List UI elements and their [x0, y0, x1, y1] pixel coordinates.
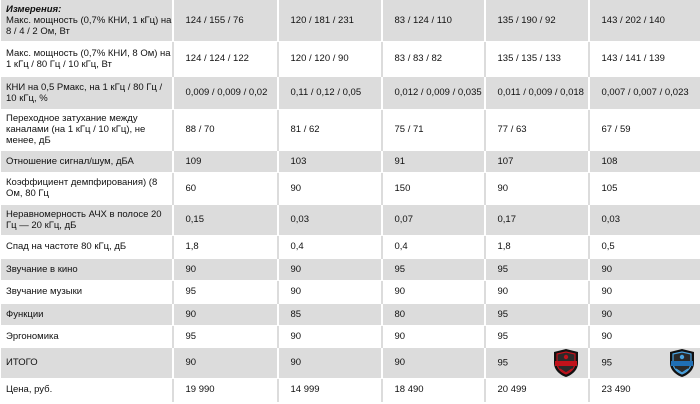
value-cell: 80	[382, 303, 485, 325]
value-cell: 0,03	[589, 204, 700, 235]
value-cell: 90	[589, 303, 700, 325]
row-label-text: Макс. мощность (0,7% КНИ, 1 кГц) на 8 / 4 / 2 Ом, Вт	[6, 14, 172, 37]
value-cell: 0,011 / 0,009 / 0,018	[485, 76, 589, 109]
table-row	[1, 303, 700, 325]
value-cell: 0,15	[173, 204, 278, 235]
value-cell: 0,4	[382, 235, 485, 258]
value-cell: 95	[173, 325, 278, 347]
table-row	[1, 378, 700, 401]
table-row	[1, 347, 700, 378]
value-cell: 1,8	[485, 235, 589, 258]
row-label: Коэффициент демпфирования) (8 Ом, 80 Гц	[1, 172, 173, 204]
row-label	[1, 0, 173, 41]
row-label: Звучание музыки	[1, 280, 173, 303]
value-cell: 90	[278, 325, 382, 347]
award-badge-blue-icon	[667, 348, 697, 378]
table-row	[1, 0, 700, 41]
value-cell: 0,012 / 0,009 / 0,035	[382, 76, 485, 109]
value-cell: 124 / 155 / 76	[173, 0, 278, 41]
value-cell: 143 / 141 / 139	[589, 41, 700, 76]
table-row	[1, 150, 700, 172]
table-row	[1, 76, 700, 109]
value-cell: 90	[589, 258, 700, 280]
value-cell: 95	[485, 303, 589, 325]
value-cell: 0,11 / 0,12 / 0,05	[278, 76, 382, 109]
value-cell: 95	[382, 258, 485, 280]
row-label: Цена, руб.	[1, 378, 173, 401]
award-badge-red-icon	[551, 348, 581, 378]
value-cell: 90	[173, 303, 278, 325]
value-cell: 90	[589, 325, 700, 347]
table-row	[1, 41, 700, 76]
value-text: 95	[497, 357, 509, 369]
value-cell: 90	[382, 325, 485, 347]
table-row	[1, 235, 700, 258]
value-cell: 0,009 / 0,009 / 0,02	[173, 76, 278, 109]
value-cell: 90	[589, 280, 700, 303]
row-label: Звучание в кино	[1, 258, 173, 280]
value-text: 95	[601, 357, 613, 369]
value-cell: 135 / 190 / 92	[485, 0, 589, 41]
value-cell: 0,5	[589, 235, 700, 258]
value-cell: 103	[278, 150, 382, 172]
value-cell: 75 / 71	[382, 109, 485, 150]
value-cell: 90	[173, 347, 278, 378]
value-cell: 124 / 124 / 122	[173, 41, 278, 76]
row-label: Макс. мощность (0,7% КНИ, 8 Ом) на 1 кГц / 80 Гц / 10 кГц, Вт	[1, 41, 173, 76]
row-label: Переходное затухание между каналами (на 1 кГц / 10 кГц), не менее, дБ	[1, 109, 173, 150]
value-cell: 90	[278, 258, 382, 280]
value-cell: 95	[485, 325, 589, 347]
value-cell	[485, 347, 589, 378]
value-cell: 90	[278, 347, 382, 378]
value-cell: 90	[278, 280, 382, 303]
table-row	[1, 172, 700, 204]
value-cell: 88 / 70	[173, 109, 278, 150]
value-cell: 90	[382, 347, 485, 378]
row-label: Отношение сигнал/шум, дБА	[1, 150, 173, 172]
row-label: Спад на частоте 80 кГц, дБ	[1, 235, 173, 258]
value-cell: 77 / 63	[485, 109, 589, 150]
row-label: КНИ на 0,5 Рмакс, на 1 кГц / 80 Гц / 10 кГц, %	[1, 76, 173, 109]
row-label: ИТОГО	[1, 347, 173, 378]
value-cell: 83 / 124 / 110	[382, 0, 485, 41]
table-row	[1, 258, 700, 280]
value-cell: 90	[382, 280, 485, 303]
value-cell: 108	[589, 150, 700, 172]
table-row	[1, 109, 700, 150]
row-label: Функции	[1, 303, 173, 325]
price-cell: 14 999	[278, 378, 382, 401]
price-cell: 20 499	[485, 378, 589, 401]
value-cell: 105	[589, 172, 700, 204]
measurements-header: Измерения:	[6, 3, 62, 15]
value-cell: 90	[485, 280, 589, 303]
value-cell: 90	[278, 172, 382, 204]
value-cell	[589, 347, 700, 378]
table-row	[1, 325, 700, 347]
value-cell: 90	[485, 172, 589, 204]
value-cell: 0,007 / 0,007 / 0,023	[589, 76, 700, 109]
value-cell: 83 / 83 / 82	[382, 41, 485, 76]
value-cell: 0,17	[485, 204, 589, 235]
value-cell: 67 / 59	[589, 109, 700, 150]
value-cell: 109	[173, 150, 278, 172]
value-cell: 81 / 62	[278, 109, 382, 150]
row-label: Неравномерность АЧХ в полосе 20 Гц — 20 кГц, дБ	[1, 204, 173, 235]
value-cell: 1,8	[173, 235, 278, 258]
value-cell: 135 / 135 / 133	[485, 41, 589, 76]
value-cell: 0,4	[278, 235, 382, 258]
value-cell: 91	[382, 150, 485, 172]
value-cell: 0,03	[278, 204, 382, 235]
price-cell: 18 490	[382, 378, 485, 401]
value-cell: 90	[173, 258, 278, 280]
value-cell: 95	[485, 258, 589, 280]
value-cell: 150	[382, 172, 485, 204]
row-label: Эргономика	[1, 325, 173, 347]
price-cell: 23 490	[589, 378, 700, 401]
value-cell: 107	[485, 150, 589, 172]
value-cell: 95	[173, 280, 278, 303]
value-cell: 120 / 120 / 90	[278, 41, 382, 76]
value-cell: 60	[173, 172, 278, 204]
table-row	[1, 204, 700, 235]
value-cell: 143 / 202 / 140	[589, 0, 700, 41]
value-cell: 0,07	[382, 204, 485, 235]
value-cell: 120 / 181 / 231	[278, 0, 382, 41]
table-row	[1, 280, 700, 303]
value-cell: 85	[278, 303, 382, 325]
price-cell: 19 990	[173, 378, 278, 401]
